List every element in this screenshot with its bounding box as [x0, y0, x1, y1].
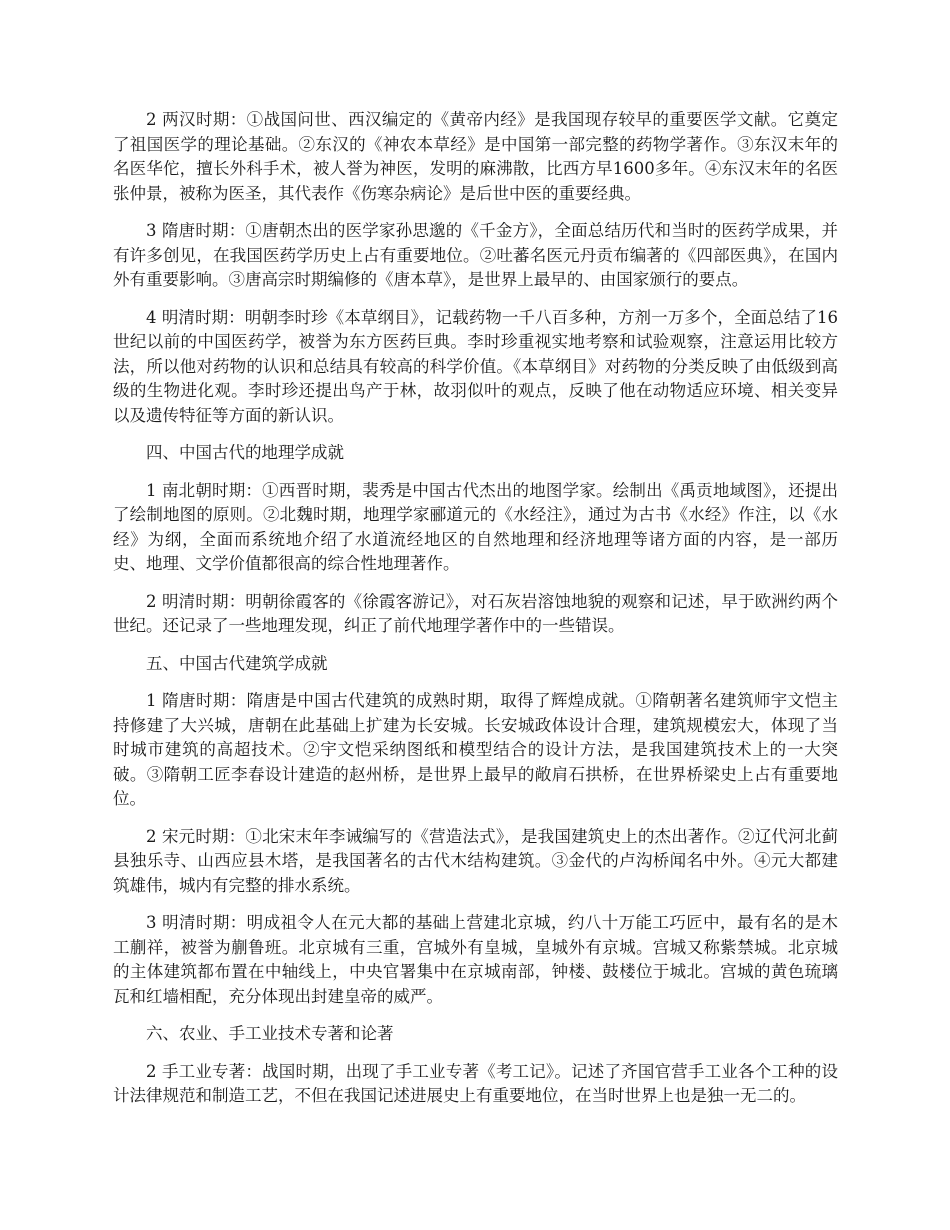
paragraph-mingqing-geography: 2 明清时期：明朝徐霞客的《徐霞客游记》，对石灰岩溶蚀地貌的观察和记述，早于欧洲约两个世纪。还记录了一些地理发现，纠正了前代地理学著作中的一些错误。 [113, 591, 838, 635]
paragraph-mingqing-architecture: 3 明清时期：明成祖令人在元大都的基础上营建北京城，约八十万能工巧匠中，最有名的是木工蒯祥，被誉为蒯鲁班。北京城有三重，宫城外有皇城，皇城外有京城。宫城又称紫禁城。北京城的主体建筑都布置在中轴线上，中央官署集中在京城南部，钟楼、鼓楼位于城北。宫城的黄色琉璃瓦和红墙相配，充分体现出封建皇帝的威严。 [113, 913, 838, 1006]
section-heading-geography: 四、中国古代的地理学成就 [146, 443, 344, 462]
paragraph-nanbei-geography: 1 南北朝时期：①西晋时期，裴秀是中国古代杰出的地图学家。绘制出《禹贡地域图》，还提出了绘制地图的原则。②北魏时期，地理学家郦道元的《水经注》，通过为古书《水经》作注，以《水经》为纲，全面而系统地介绍了水道流经地区的自然地理和经济地理等诸方面的内容，是一部历史、地理、文学价值都很高的综合性地理著作。 [113, 480, 838, 573]
paragraph-suitang-architecture: 1 隋唐时期：隋唐是中国古代建筑的成熟时期，取得了辉煌成就。①隋朝著名建筑师宇文恺主持修建了大兴城，唐朝在此基础上扩建为长安城。长安城政体设计合理，建筑规模宏大，体现了当时城市建筑的高超技术。②宇文恺采纳图纸和模型结合的设计方法，是我国建筑技术上的一大突破。③隋朝工匠李春设计建造的赵州桥，是世界上最早的敞肩石拱桥，在世界桥梁史上占有重要地位。 [113, 691, 838, 808]
paragraph-songyuan-architecture: 2 宋元时期：①北宋末年李诫编写的《营造法式》，是我国建筑史上的杰出著作。②辽代河北蓟县独乐寺、山西应县木塔，是我国著名的古代木结构建筑。③金代的卢沟桥闻名中外。④元大都建筑雄伟，城内有完整的排水系统。 [113, 826, 838, 895]
paragraph-handicraft-treatise: 2 手工业专著：战国时期，出现了手工业专著《考工记》。记述了齐国官营手工业各个工种的设计法律规范和制造工艺，不但在我国记述进展史上有重要地位，在当时世界上也是独一无二的。 [113, 1061, 838, 1105]
paragraph-suitang-medicine: 3 隋唐时期：①唐朝杰出的医学家孙思邈的《千金方》，全面总结历代和当时的医药学成果，并有许多创见，在我国医药学历史上占有重要地位。②吐蕃名医元丹贡布编著的《四部医典》，在国内外有重要影响。③唐高宗时期编修的《唐本草》，是世界上最早的、由国家颁行的要点。 [113, 221, 838, 289]
paragraph-mingqing-medicine: 4 明清时期：明朝李时珍《本草纲目》，记载药物一千八百多种，方剂一万多个，全面总结了16世纪以前的中国医药学，被誉为东方医药巨典。李时珍重视实地考察和试验观察，注意运用比较方法，所以他对药物的认识和总结具有较高的科学价值。《本草纲目》对药物的分类反映了由低级到高级的生物进化观。李时珍还提出鸟产于林，故羽似叶的观点，反映了他在动物适应环境、相关变异以及遗传特征等方面的新认识。 [113, 307, 838, 425]
document-page [113, 108, 838, 1122]
paragraph-han-medicine: 2 两汉时期：①战国问世、西汉编定的《黄帝内经》是我国现存较早的重要医学文献。它奠定了祖国医学的理论基础。②东汉的《神农本草经》是中国第一部完整的药物学著作。③东汉末年的名医华佗，擅长外科手术，被人誉为神医，发明的麻沸散，比西方早1600多年。④东汉末年的名医张仲景，被称为医圣，其代表作《伤寒杂病论》是后世中医的重要经典。 [113, 110, 838, 203]
section-heading-architecture: 五、中国古代建筑学成就 [146, 653, 328, 673]
section-heading-agriculture-handicraft: 六、农业、手工业技术专著和论著 [146, 1024, 394, 1043]
